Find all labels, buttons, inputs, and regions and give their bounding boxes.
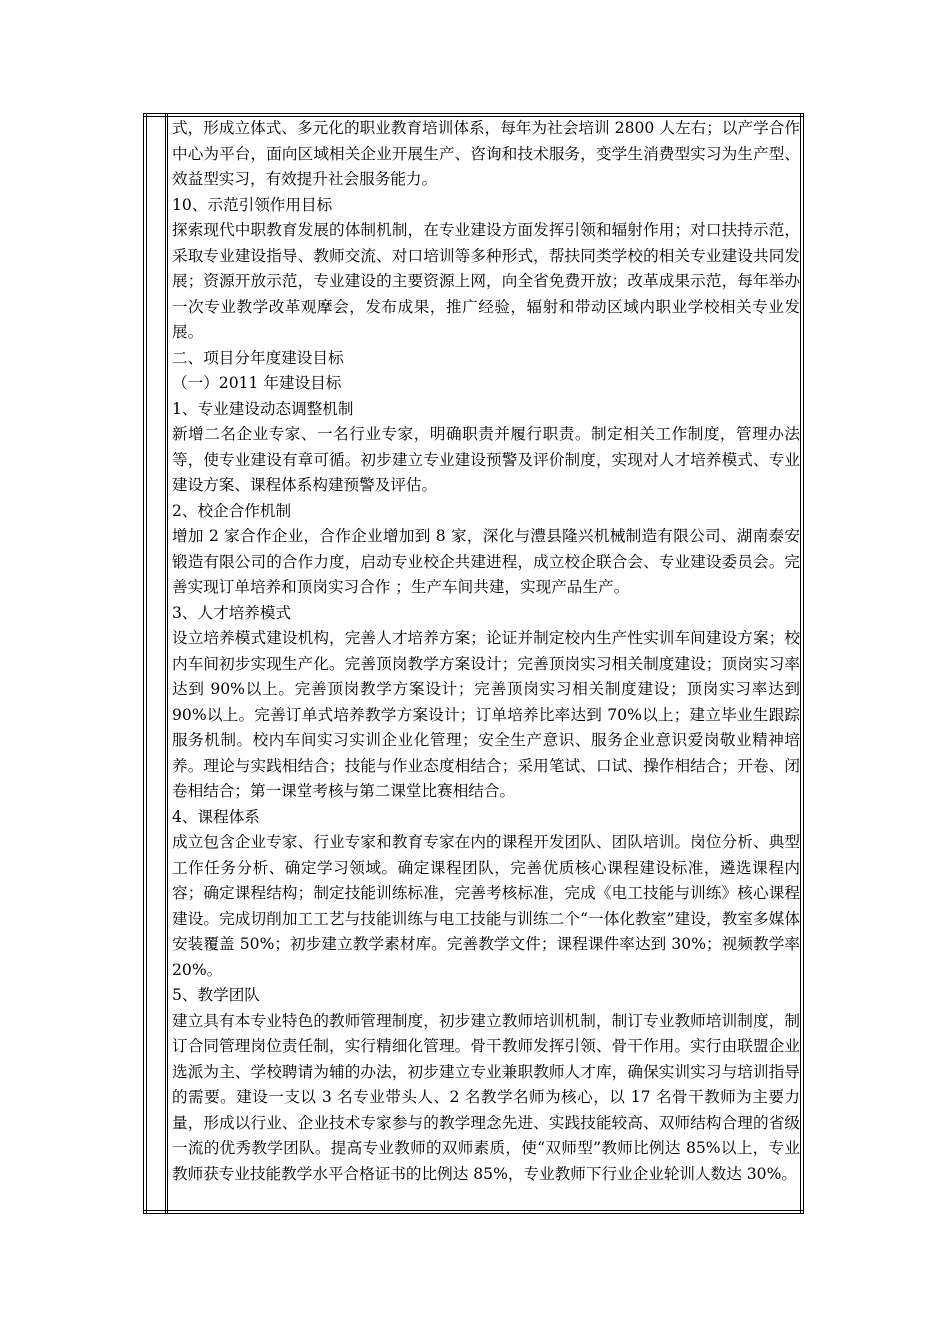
heading-talent-training: 3、人才培养模式 (172, 603, 292, 622)
table-border-bottom-inner (143, 1210, 804, 1211)
table-border-right-inner (800, 113, 801, 1214)
heading-curriculum: 4、课程体系 (172, 807, 260, 826)
paragraph-curriculum: 成立包含企业专家、行业专家和教育专家在内的课程开发团队、团队培训。岗位分析、典型工作任务分析、确定学习领域。确定课程团队，完善优质核心课程建设标准，遴选课程内容；确定课程结构；制定技能训练标准，完善考核标准，完成《电工技能与训练》核心课程建设。完成切削加工工艺与技能训练与电工技能与训练二个“一体化教室”建设，教室多媒体安装覆盖 50%；初步建立教学素材库。完善教学文件；课程课件率达到 30%；视频教学率 20%。 (172, 833, 800, 979)
paragraph-dynamic-adjustment: 新增二名企业专家、一名行业专家，明确职责并履行职责。制定相关工作制度，管理办法等，使专业建设有章可循。初步建立专业建设预警及评价制度，实现对人才培养模式、专业建设方案、课程体系构建预警及评估。 (172, 425, 800, 494)
paragraph-intro-continuation: 式，形成立体式、多元化的职业教育培训体系，每年为社会培训 2800 人左右；以产学合作中心为平台，面向区域相关企业开展生产、咨询和技术服务，变学生消费型实习为生产型、效益型实习，有效提升社会服务能力。 (172, 119, 800, 188)
heading-teaching-team: 5、教学团队 (172, 986, 260, 1004)
paragraph-school-enterprise: 增加 2 家合作企业，合作企业增加到 8 家，深化与澧县隆兴机械制造有限公司、湖南泰安锻造有限公司的合作力度，启动专业校企共建进程，成立校企联合会、专业建设委员会。完善实现订单培养和顶岗实习合作 ；生产车间共建，实现产品生产。 (172, 527, 800, 596)
paragraph-teaching-team: 建立具有本专业特色的教师管理制度，初步建立教师培训机制，制订专业教师培训制度，制订合同管理岗位责任制，实行精细化管理。骨干教师发挥引领、骨干作用。实行由联盟企业选派为主、学校聘请为辅的办法，初步建立专业兼职教师人才库，确保实训实习与培训指导的需要。建设一支以 3 名专业带头人、2 名教学名师为核心，以 17 名骨干教师为主要力量，形成以行业、企业技术专家参与的教学理念先进、实践技能较高、双师结构合理的省级一流的优秀教学团队。提高专业教师的双师素质，使“双师型”教师比例达 85%以上，专业教师获专业技能教学水平合格证书的比例达 85%，专业教师下行业企业轮训人数达 30%。 (172, 1011, 800, 1183)
heading-demo-leading-goal: 10、示范引领作用目标 (172, 195, 333, 214)
table-column-divider-inner (167, 113, 168, 1214)
table-border-top-outer (143, 113, 804, 114)
paragraph-demo-leading: 探索现代中职教育发展的体制机制，在专业建设方面发挥引领和辐射作用；对口扶持示范，采取专业建设指导、教师交流、对口培训等多种形式，帮扶同类学校的相关专业建设共同发展；资源开放示范，专业建设的主要资源上网，向全省免费开放；改革成果示范，每年举办一次专业教学改革观摩会，发布成果，推广经验，辐射和带动区域内职业学校相关专业发展。 (172, 221, 800, 341)
heading-school-enterprise: 2、校企合作机制 (172, 501, 292, 520)
table-border-left-inner (146, 113, 147, 1214)
paragraph-talent-training: 设立培养模式建设机构，完善人才培养方案；论证并制定校内生产性实训车间建设方案；校内车间初步实现生产化。完善顶岗教学方案设计；完善顶岗实习相关制度建设；顶岗实习率达到 90%以上。完善顶岗教学方案设计；完善顶岗实习相关制度建设；顶岗实习率达到 90%以上。完善订单式培养教学方案设计；订单培养比率达到 70%以上；建立毕业生跟踪服务机制。校内车间实习实训企业化管理；安全生产意识、服务企业意识爱岗敬业精神培养。理论与实践相结合；技能与作业态度相结合；采用笔试、口试、操作相结合；开卷、闭卷相结合；第一课堂考核与第二课堂比赛相结合。 (172, 629, 800, 800)
table-border-bottom-outer (143, 1213, 804, 1214)
table-column-divider (165, 113, 166, 1214)
heading-2011-goals: （一）2011 年建设目标 (172, 374, 342, 392)
document-content (172, 116, 800, 1187)
table-border-left-outer (143, 113, 144, 1214)
heading-dynamic-adjustment: 1、专业建设动态调整机制 (172, 399, 354, 418)
table-border-right-outer (803, 113, 804, 1214)
heading-yearly-goals: 二、项目分年度建设目标 (172, 348, 344, 367)
